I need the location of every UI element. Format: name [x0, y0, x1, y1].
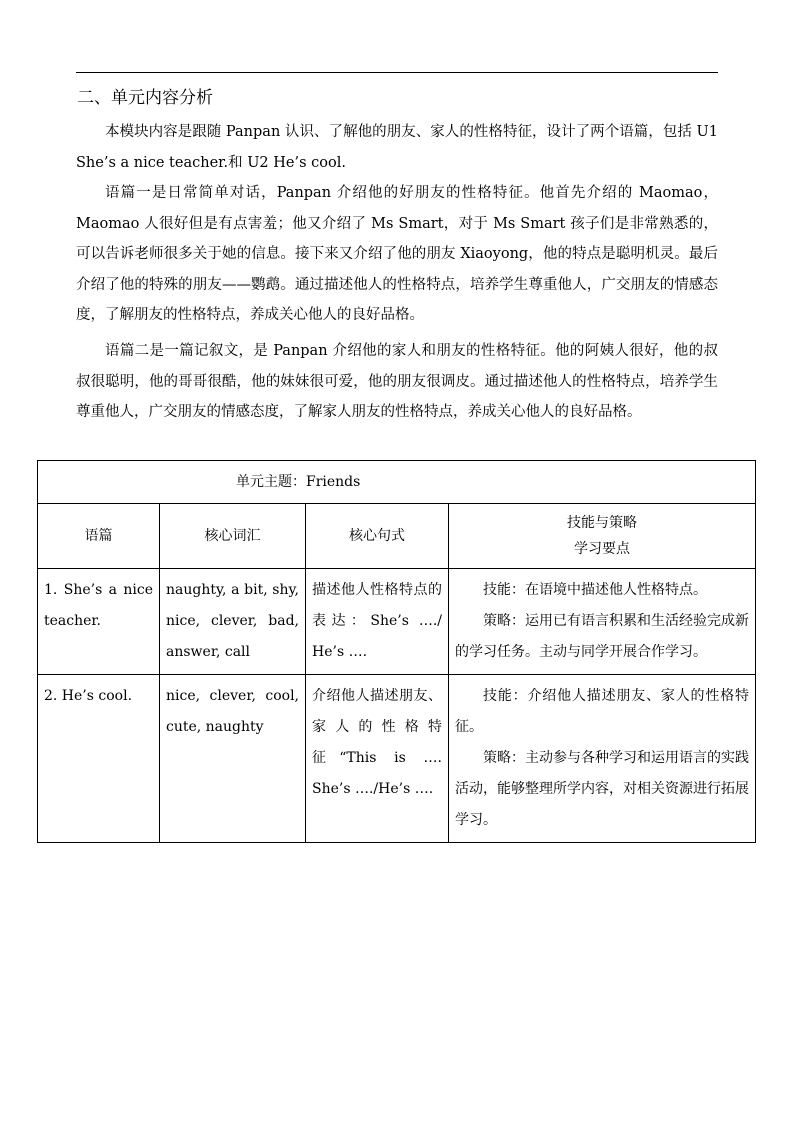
row2-sentence: 介绍他人描述朋友、家人的性格特征“This is …. She’s …./He’s …. [306, 675, 449, 843]
row1-sentence: 描述他人性格特点的表达：She’s …./ He’s …. [306, 569, 449, 675]
header-sentence: 核心句式 [306, 504, 449, 569]
row2-text: 2. He’s cool. [38, 675, 160, 843]
paragraph-overview: 本模块内容是跟随 Panpan 认识、了解他的朋友、家人的性格特征，设计了两个语篇，包括 U1 She’s a nice teacher.和 U2 He’s cool. [76, 124, 718, 171]
paragraph-text-one: 语篇一是日常简单对话，Panpan 介绍他的好朋友的性格特征。他首先介绍的 Maomao，Maomao 人很好但是有点害羞；他又介绍了 Ms Smart，对于 Ms Smart 孩子们是非常熟悉的，可以告诉老师很多关于她的信息。接下来又介绍了他的朋友 Xiaoyong，他的特点是聪明机灵。最后介绍了他的特殊的朋友——鹦鹉。通过描述他人的性格特点，培养学生尊重他人，广交朋友的情感态度，了解朋友的性格特点，养成关心他人的良好品格。 [76, 185, 718, 323]
row2-strategy: 策略：主动参与各种学习和运用语言的实践活动，能够整理所学内容，对相关资源进行拓展学习。 [455, 750, 750, 828]
row1-vocab: naughty, a bit, shy, nice, clever, bad, answer, call [160, 569, 306, 675]
table-row [38, 569, 756, 675]
header-skills [449, 504, 756, 569]
header-row [38, 504, 756, 569]
row1-strategy: 策略：运用已有语言积累和生活经验完成新的学习任务。主动与同学开展合作学习。 [455, 613, 750, 660]
section-heading: 二、单元内容分析 [77, 88, 213, 108]
row1-text: 1. She’s a nice teacher. [38, 569, 160, 675]
row1-skill: 技能：在语境中描述他人性格特点。 [483, 582, 707, 598]
row2-vocab: nice, clever, cool, cute, naughty [160, 675, 306, 843]
unit-analysis-table [37, 460, 756, 843]
header-rule [76, 72, 718, 73]
header-skills-subtitle: 学习要点 [574, 541, 631, 557]
unit-theme-cell: 单元主题：Friends [38, 461, 756, 504]
row2-skills [449, 675, 756, 843]
paragraph-text-two: 语篇二是一篇记叙文，是 Panpan 介绍他的家人和朋友的性格特征。他的阿姨人很好，他的叔叔很聪明，他的哥哥很酷，他的妹妹很可爱，他的朋友很调皮。通过描述他人的性格特点，培养学生尊重他人，广交朋友的情感态度，了解家人朋友的性格特点，养成关心他人的良好品格。 [76, 343, 718, 420]
header-vocab: 核心词汇 [160, 504, 306, 569]
theme-row [38, 461, 756, 504]
table-row [38, 675, 756, 843]
row1-skills [449, 569, 756, 675]
header-skills-title: 技能与策略 [567, 515, 638, 531]
header-text: 语篇 [38, 504, 160, 569]
row2-skill: 技能：介绍他人描述朋友、家人的性格特征。 [455, 688, 750, 735]
